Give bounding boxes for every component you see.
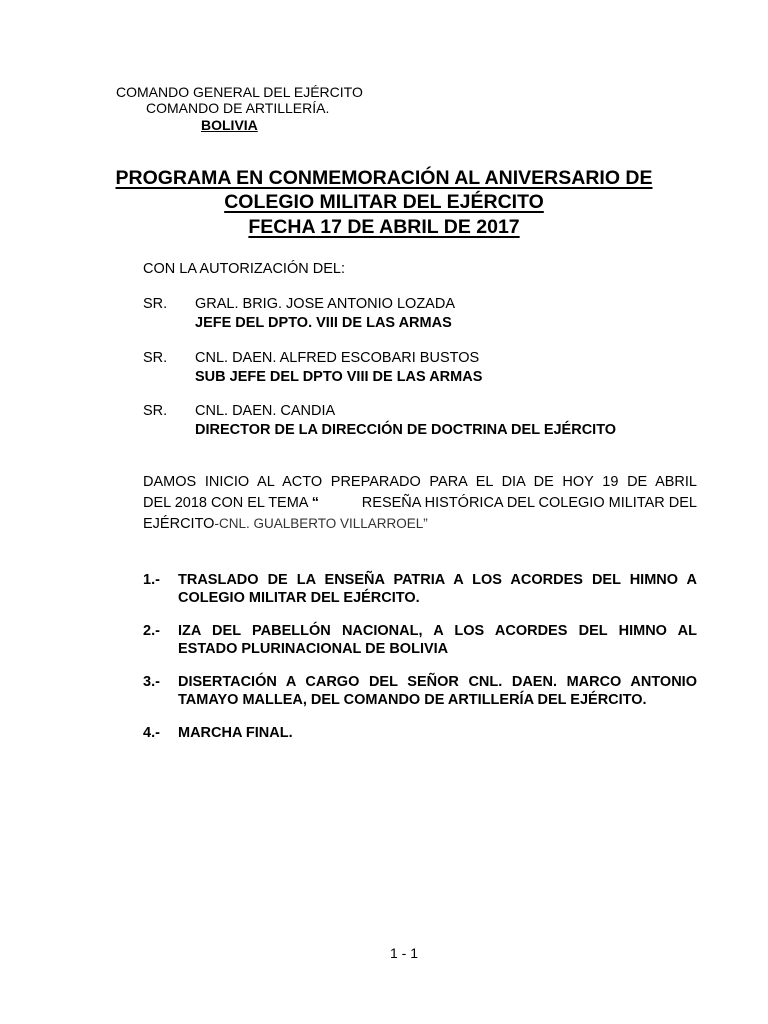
page-number: 1 - 1 <box>389 945 418 961</box>
authority-prefix: SR. <box>143 350 168 366</box>
intro-line3-speaker: -CNL. GUALBERTO VILLARROEL” <box>214 516 428 531</box>
program-item-line1: MARCHA FINAL. <box>178 725 293 741</box>
program-item-line2: ESTADO PLURINACIONAL DE BOLIVIA <box>178 641 449 657</box>
document-title-line3: FECHA 17 DE ABRIL DE 2017 <box>248 216 520 238</box>
program-item-number: 2.- <box>143 623 160 639</box>
document-title-line2: COLEGIO MILITAR DEL EJÉRCITO <box>224 191 544 213</box>
authority-prefix: SR. <box>143 296 168 312</box>
authority-role: JEFE DEL DPTO. VIII DE LAS ARMAS <box>195 315 452 331</box>
authority-role: DIRECTOR DE LA DIRECCIÓN DE DOCTRINA DEL EJÉRCITO <box>195 422 617 438</box>
intro-open-quote: “ <box>311 495 319 511</box>
document-title-line1: PROGRAMA EN CONMEMORACIÓN AL ANIVERSARIO DE <box>115 167 653 189</box>
authority-name: CNL. DAEN. ALFRED ESCOBARI BUSTOS <box>195 350 480 366</box>
header-command-general: COMANDO GENERAL DEL EJÉRCITO <box>116 84 363 100</box>
header-country: BOLIVIA <box>201 117 258 133</box>
intro-line2-start: DEL 2018 CON EL TEMA <box>143 495 312 511</box>
program-item-number: 1.- <box>143 572 160 588</box>
program-item-line2: COLEGIO MILITAR DEL EJÉRCITO. <box>178 590 420 606</box>
authority-prefix: SR. <box>143 403 168 419</box>
authorization-intro: CON LA AUTORIZACIÓN DEL: <box>143 261 345 277</box>
program-item-number: 3.- <box>143 674 160 690</box>
intro-line1: DAMOS INICIO AL ACTO PREPARADO PARA EL DIA DE HOY 19 DE ABRIL <box>143 474 697 490</box>
program-item-line1: IZA DEL PABELLÓN NACIONAL, A LOS ACORDES DEL HIMNO AL <box>178 623 697 639</box>
authority-name: GRAL. BRIG. JOSE ANTONIO LOZADA <box>195 296 455 312</box>
authority-role: SUB JEFE DEL DPTO VIII DE LAS ARMAS <box>195 369 483 385</box>
intro-line3-theme-end: EJÉRCITO <box>143 516 215 532</box>
program-item-number: 4.- <box>143 725 160 741</box>
program-item-line1: DISERTACIÓN A CARGO DEL SEÑOR CNL. DAEN. MARCO ANTONIO <box>178 674 697 690</box>
intro-line2 <box>143 494 697 512</box>
authority-name: CNL. DAEN. CANDIA <box>195 403 336 419</box>
intro-line3 <box>143 515 428 533</box>
header-command-artillery: COMANDO DE ARTILLERÍA. <box>146 100 330 116</box>
program-item-line2: TAMAYO MALLEA, DEL COMANDO DE ARTILLERÍA DEL EJÉRCITO. <box>178 692 647 708</box>
intro-line2-theme: RESEÑA HISTÓRICA DEL COLEGIO MILITAR DEL <box>361 495 697 511</box>
program-item-line1: TRASLADO DE LA ENSEÑA PATRIA A LOS ACORDES DEL HIMNO A <box>178 572 697 588</box>
